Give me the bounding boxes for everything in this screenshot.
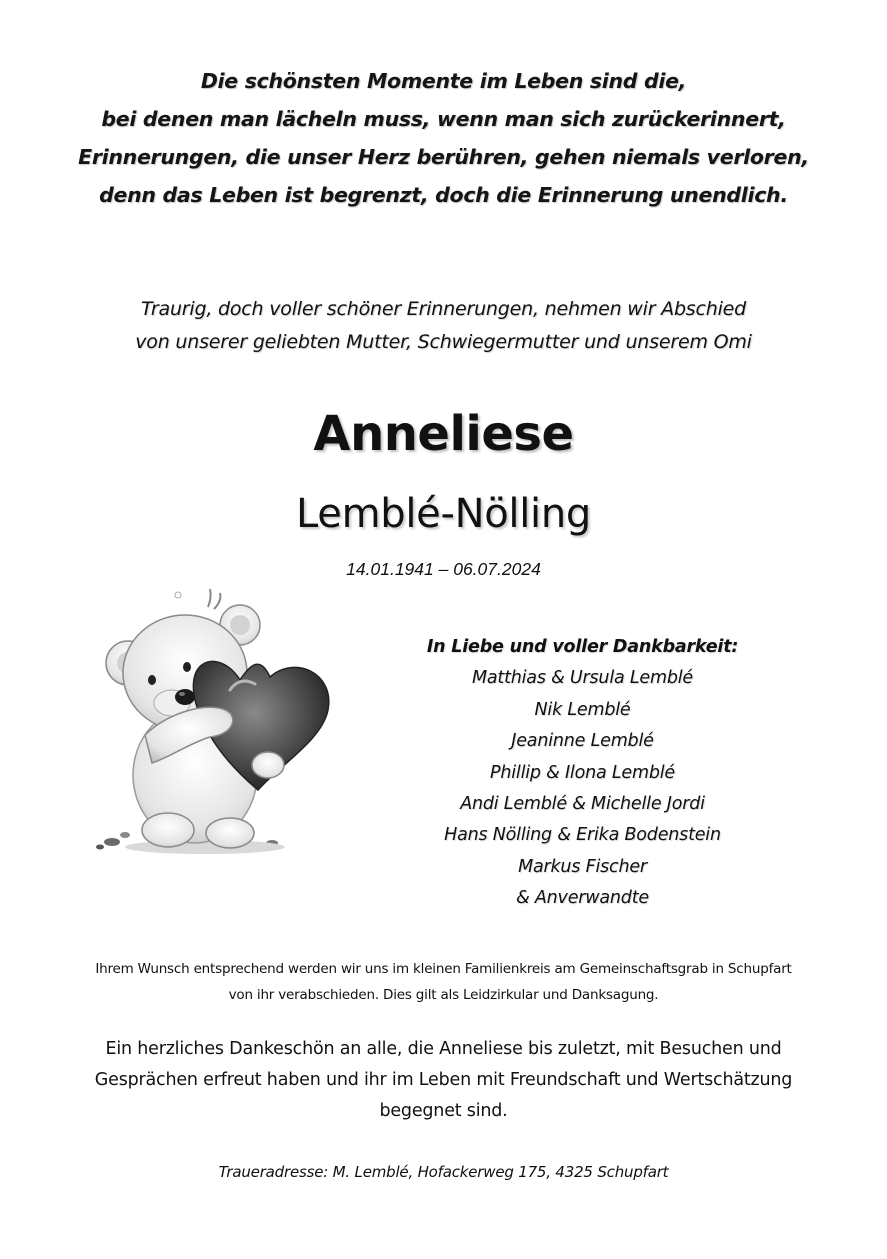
thanks-text	[0, 1034, 887, 1127]
family-member: & Anverwandte	[516, 888, 649, 909]
family-member: Phillip & Ilona Lemblé	[490, 762, 675, 783]
life-dates: 14.01.1941 – 06.07.2024	[346, 559, 541, 579]
intro-line: von unserer geliebten Mutter, Schwiegermutter und unserem Omi	[135, 331, 752, 353]
motto-line: bei denen man lächeln muss, wenn man sich zurückerinnert,	[101, 107, 786, 131]
family-member: Andi Lemblé & Michelle Jordi	[460, 794, 705, 815]
deceased-last-name: Lemblé-Nölling	[296, 491, 591, 537]
family-signatures	[410, 632, 755, 915]
mourning-address: Traueradresse: M. Lemblé, Hofackerweg 175, 4325 Schupfart	[218, 1163, 669, 1181]
motto-line: Erinnerungen, die unser Herz berühren, gehen niemals verloren,	[78, 145, 809, 169]
deceased-first-name: Anneliese	[313, 406, 574, 462]
notice-line: von ihr verabschieden. Dies gilt als Leidzirkular und Danksagung.	[228, 987, 659, 1003]
family-member: Markus Fischer	[518, 856, 647, 877]
family-member: Matthias & Ursula Lemblé	[472, 668, 693, 689]
motto-line: Die schönsten Momente im Leben sind die,	[200, 69, 687, 93]
family-heading: In Liebe und voller Dankbarkeit:	[426, 637, 739, 657]
motto-quote	[0, 62, 887, 214]
funeral-notice	[0, 956, 887, 1008]
family-member: Hans Nölling & Erika Bodenstein	[444, 825, 721, 846]
notice-line: Ihrem Wunsch entsprechend werden wir uns im kleinen Familienkreis am Gemeinschaftsgrab in Schupfart	[95, 961, 792, 977]
motto-line: denn das Leben ist begrenzt, doch die Erinnerung unendlich.	[99, 183, 788, 207]
family-member: Jeaninne Lemblé	[511, 731, 654, 752]
thanks-line: Gesprächen erfreut haben und ihr im Leben mit Freundschaft und Wertschätzung	[94, 1070, 793, 1090]
teddy-bear-hugging-heart-icon	[90, 585, 345, 860]
family-member: Nik Lemblé	[534, 699, 631, 720]
thanks-line: begegnet sind.	[379, 1101, 508, 1121]
thanks-line: Ein herzliches Dankeschön an alle, die Anneliese bis zuletzt, mit Besuchen und	[105, 1039, 782, 1059]
intro-line: Traurig, doch voller schöner Erinnerungen, nehmen wir Abschied	[140, 298, 747, 320]
intro-text	[0, 293, 887, 359]
